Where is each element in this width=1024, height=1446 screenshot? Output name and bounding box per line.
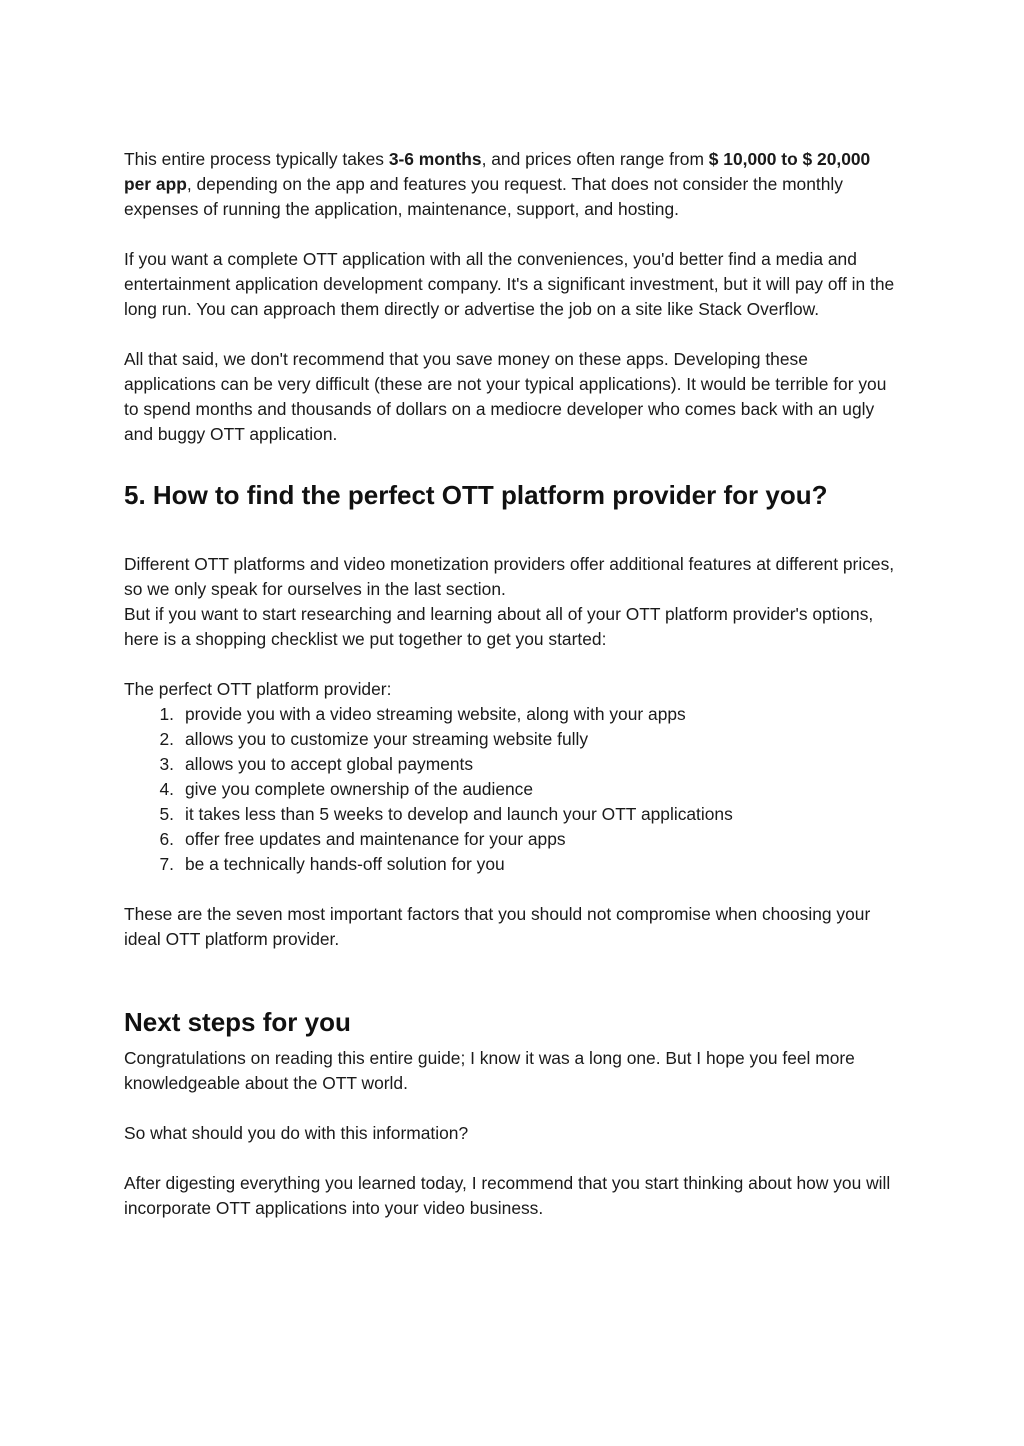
paragraph-gap [124,222,900,247]
paragraph-gap [124,1146,900,1171]
list-item: 6. offer free updates and maintenance for your apps [159,829,566,849]
document-page [124,147,900,1221]
duration-highlight: 3-6 months [388,149,482,169]
pricing-text-1: This entire process typically takes [124,149,389,169]
paragraph-gap [124,1096,900,1121]
checklist-intro: The perfect OTT platform provider: [124,679,392,699]
section-5-checklist-intro-paragraph: But if you want to start researching and learning about all of your OTT platform provider's options, here is a shopping checklist we put together to get you started: [124,604,874,649]
paragraph-gap [124,652,900,677]
list-item: 7. be a technically hands-off solution for you [159,854,505,874]
pricing-paragraph [124,147,900,222]
list-item: 4. give you complete ownership of the audience [159,779,534,799]
final-recommendation-paragraph: After digesting everything you learned today, I recommend that you start thinking about how you will incorporate OTT applications into your video business. [124,1173,891,1218]
pricing-text-3: , depending on the app and features you request. That does not consider the monthly expenses of running the application, maintenance, support, and hosting. [124,174,843,219]
provider-checklist [124,702,900,877]
congratulations-paragraph: Congratulations on reading this entire guide; I know it was a long one. But I hope you feel more knowledgeable about the OTT world. [124,1048,855,1093]
paragraph-gap [124,322,900,347]
price-highlight: $ 10,000 to $ 20,000 per app [124,149,871,194]
pricing-text-2: , and prices often range from [481,149,709,169]
paragraph-gap [124,877,900,902]
list-item: 1. provide you with a video streaming website, along with your apps [159,704,686,724]
list-item: 3. allows you to accept global payments [159,754,474,774]
section-5-intro-paragraph: Different OTT platforms and video monetization providers offer additional features at different prices, so we only speak for ourselves in the last section. [124,554,895,599]
question-paragraph: So what should you do with this information? [124,1123,469,1143]
development-company-paragraph: If you want a complete OTT application with all the conveniences, you'd better find a media and entertainment application development company. It's a significant investment, but it will pay off in the long run. You can approach them directly or advertise the job on a site like Stack Overflow. [124,249,895,319]
list-item: 2. allows you to customize your streaming website fully [159,729,589,749]
section-5-closing-paragraph: These are the seven most important factors that you should not compromise when choosing your ideal OTT platform provider. [124,904,871,949]
list-item: 5. it takes less than 5 weeks to develop and launch your OTT applications [159,804,733,824]
section-5-heading: 5. How to find the perfect OTT platform provider for you? [124,480,828,510]
recommendation-paragraph: All that said, we don't recommend that you save money on these apps. Developing these applications can be very difficult (these are not your typical applications). It would be terrible for you to spend months and thousands of dollars on a mediocre developer who comes back with an ugly and buggy OTT application. [124,349,887,444]
next-steps-heading: Next steps for you [124,1007,351,1037]
